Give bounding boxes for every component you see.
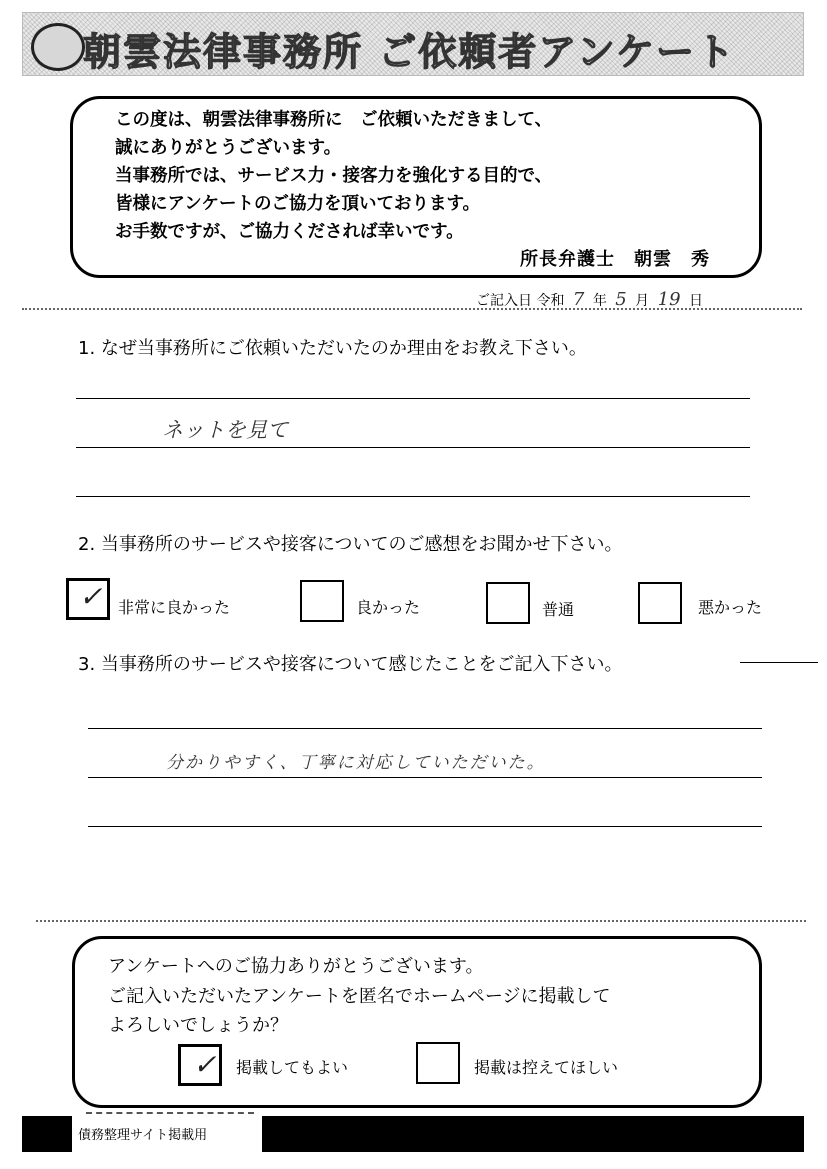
date-year-unit: 年	[592, 293, 607, 309]
consent-line: ご記入いただいたアンケートを匿名でホームページに掲載して	[108, 986, 611, 1007]
footer-bar-right	[262, 1116, 804, 1152]
footer-bar-left	[22, 1116, 72, 1152]
q3-answer[interactable]: 分かりやすく、丁寧に対応していただいた。	[166, 753, 546, 773]
answer-line	[88, 728, 762, 729]
date-day[interactable]: 19	[657, 289, 681, 310]
intro-line: 皆様にアンケートのご協力を頂いております。	[115, 194, 481, 214]
date-month-unit: 月	[635, 293, 650, 309]
intro-line: お手数ですが、ご協力くだされば幸いです。	[115, 222, 464, 242]
consent-line: アンケートへのご協力ありがとうございます。	[108, 956, 484, 977]
option-label: 普通	[542, 600, 575, 619]
date-year[interactable]: 7	[572, 289, 585, 310]
q1-answer[interactable]: ネットを見て	[162, 418, 288, 442]
footer-label: 債務整理サイト掲載用	[78, 1128, 208, 1143]
signature: 所長弁護士 朝雲 秀	[520, 249, 710, 270]
header-banner	[22, 12, 804, 76]
stray-line	[740, 662, 818, 663]
option-label: 良かった	[356, 598, 421, 617]
answer-line	[76, 398, 750, 399]
answer-line	[88, 826, 762, 827]
section-divider	[36, 920, 806, 922]
question-2: 2. 当事務所のサービスや接客についてのご感想をお聞かせ下さい。	[78, 534, 623, 555]
check-mark-icon: ✓	[193, 1048, 217, 1081]
answer-line	[88, 777, 762, 778]
entry-date	[476, 289, 703, 310]
firm-logo-icon	[31, 23, 85, 71]
question-3: 3. 当事務所のサービスや接客について感じたことをご記入下さい。	[78, 654, 623, 675]
date-day-unit: 日	[688, 293, 703, 309]
date-label: ご記入日	[476, 293, 532, 309]
option-checkbox-good[interactable]	[300, 580, 344, 622]
consent-checkbox-decline[interactable]	[416, 1042, 460, 1084]
consent-checkbox-allow[interactable]	[178, 1044, 222, 1086]
intro-line: 当事務所では、サービス力・接客力を強化する目的で、	[115, 166, 553, 186]
question-1: 1. なぜ当事務所にご依頼いただいたのか理由をお教え下さい。	[78, 338, 587, 359]
option-checkbox-average[interactable]	[486, 582, 530, 624]
footer-dash	[86, 1112, 254, 1114]
answer-line	[76, 496, 750, 497]
option-checkbox-bad[interactable]	[638, 582, 682, 624]
banner-title: 朝雲法律事務所 ご依頼者アンケート	[83, 30, 736, 74]
option-label: 非常に良かった	[118, 598, 231, 617]
consent-option-label: 掲載は控えてほしい	[474, 1058, 619, 1077]
date-month[interactable]: 5	[615, 289, 627, 310]
option-checkbox-very-good[interactable]	[66, 578, 110, 620]
consent-option-label: 掲載してもよい	[236, 1058, 349, 1077]
date-era: 令和	[536, 293, 565, 309]
intro-line: 誠にありがとうございます。	[115, 138, 342, 158]
answer-line	[76, 447, 750, 448]
intro-line: この度は、朝雲法律事務所に ご依頼いただきまして、	[115, 110, 553, 130]
check-mark-icon: ✓	[79, 580, 103, 613]
consent-line: よろしいでしょうか？	[108, 1015, 288, 1036]
option-label: 悪かった	[698, 598, 763, 617]
